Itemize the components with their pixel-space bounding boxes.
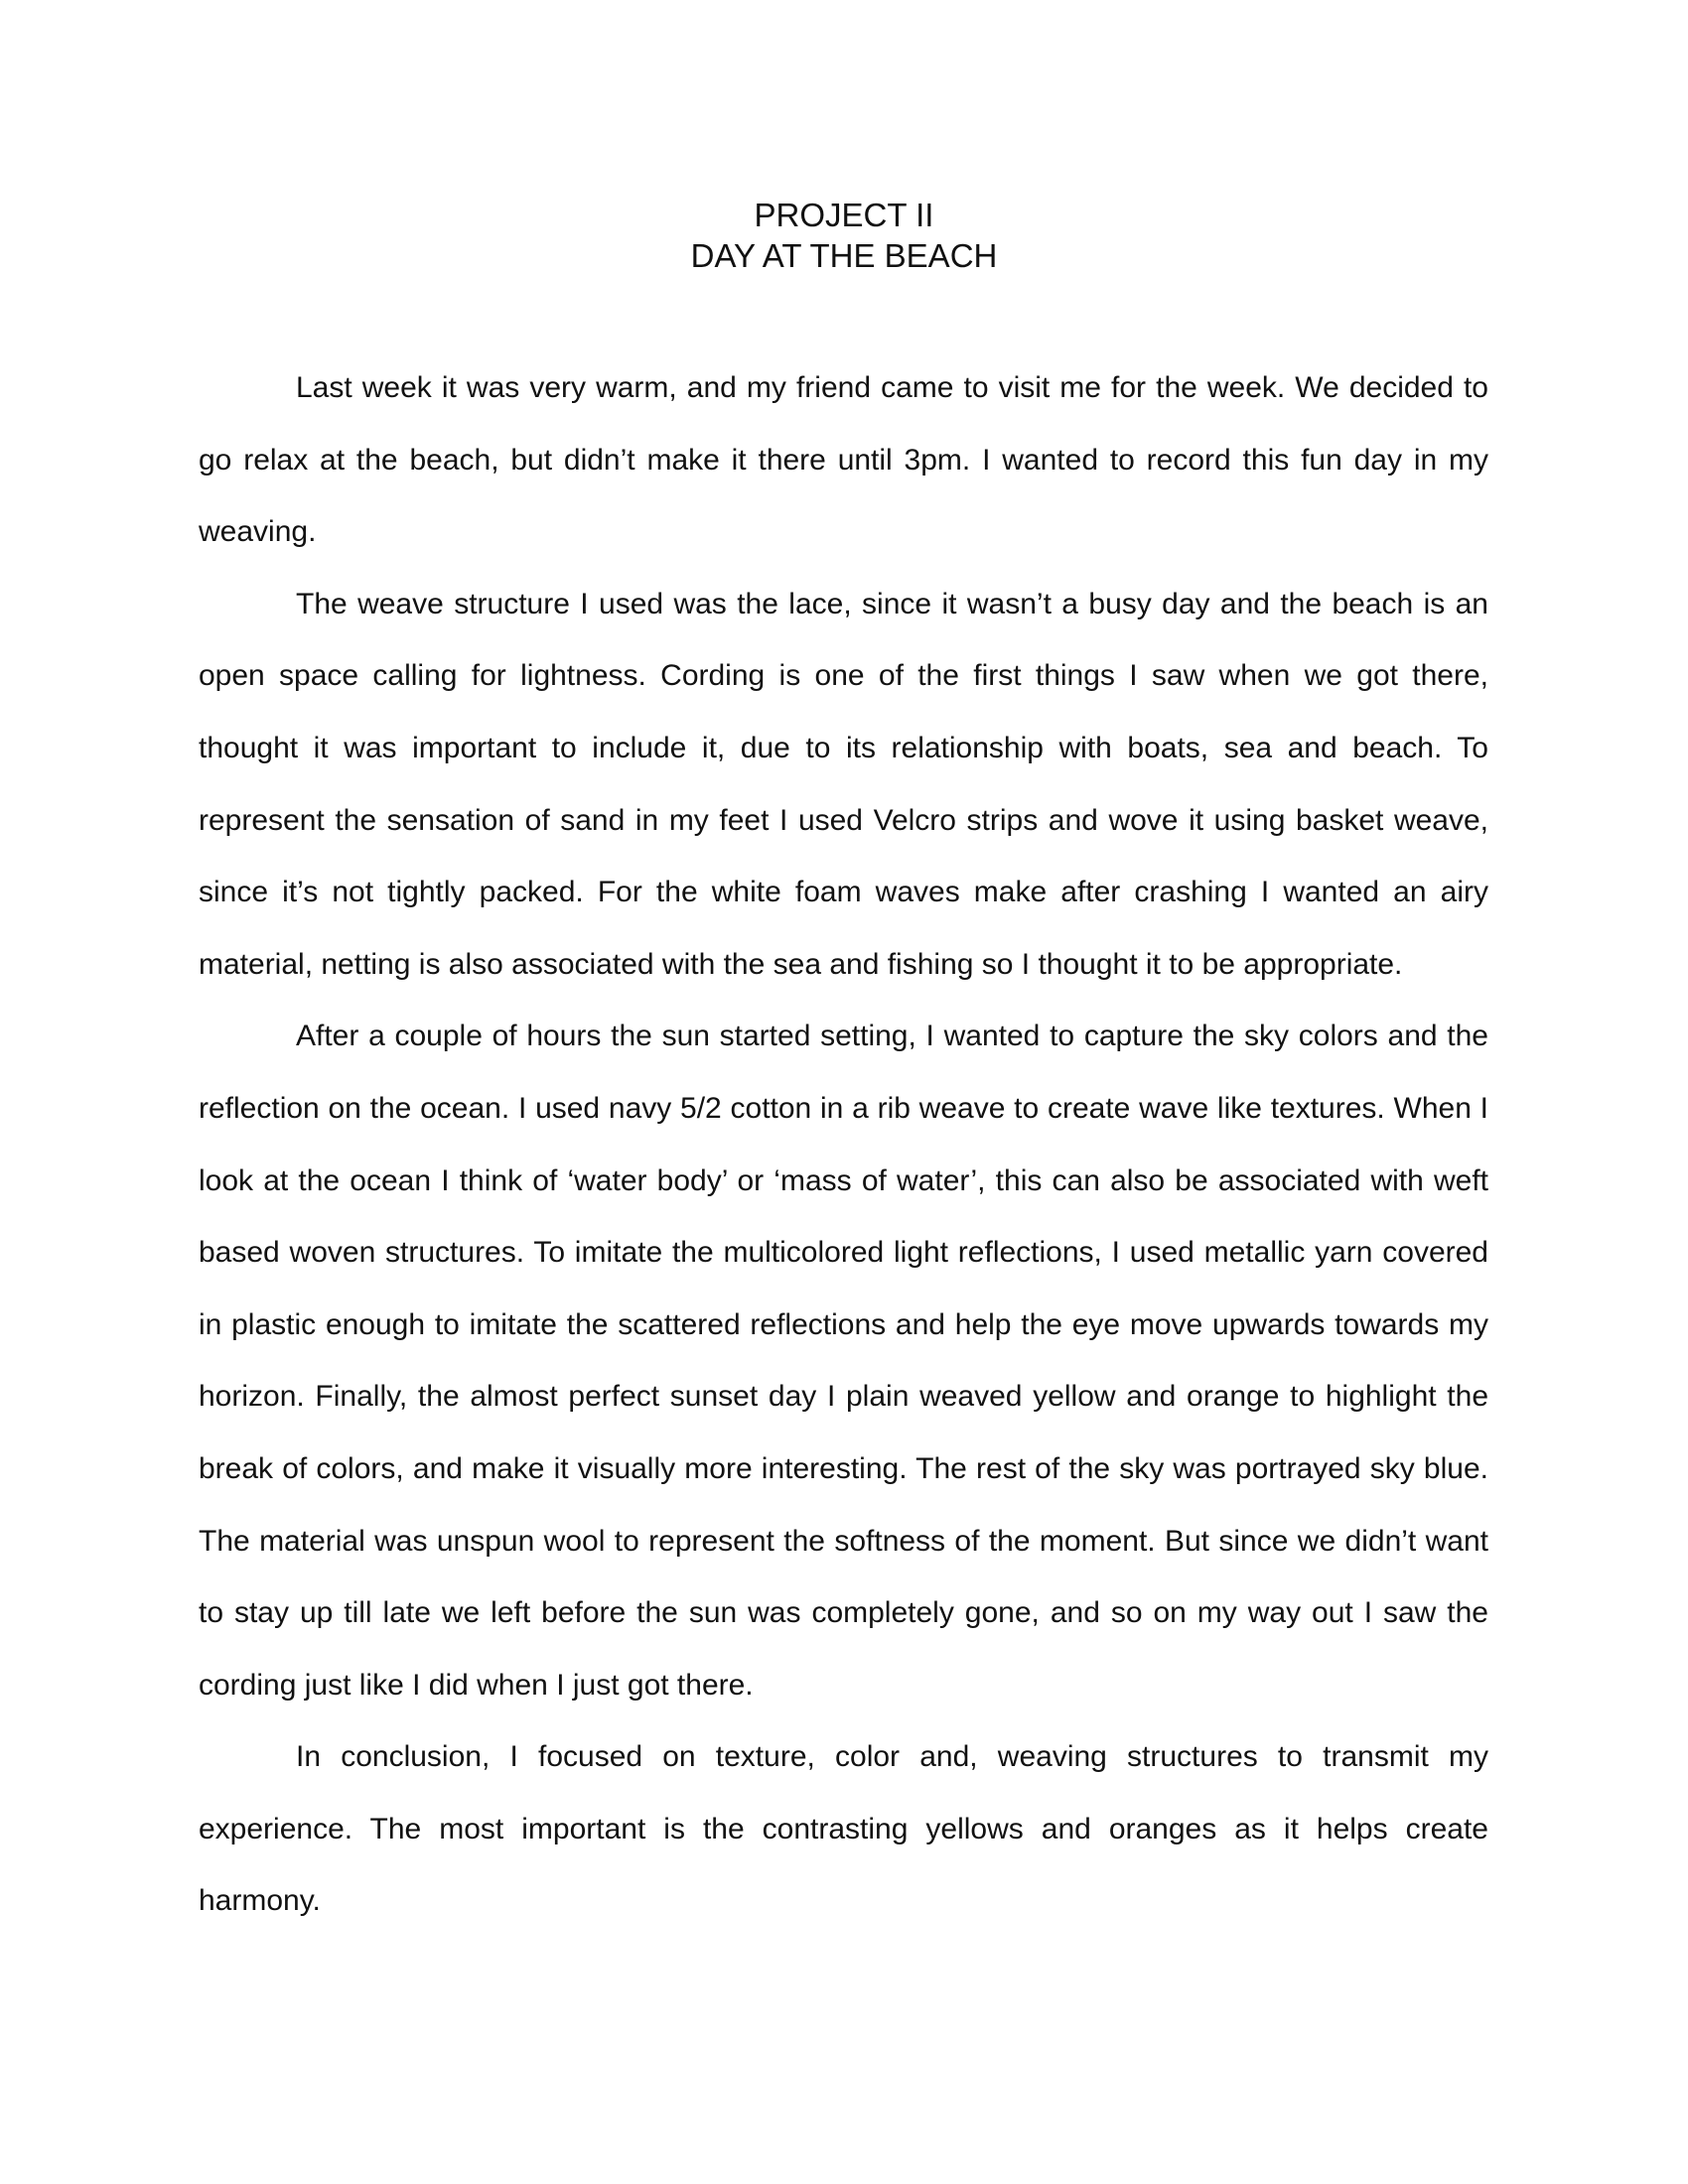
paragraph-conclusion: In conclusion, I focused on texture, color and, weaving structures to transmit my experience. The most important is the contrasting yellows and oranges as it helps create harmony. xyxy=(199,1740,1488,1918)
document-body xyxy=(199,352,1488,1938)
document-title xyxy=(0,195,1688,276)
title-line-project: PROJECT II xyxy=(754,197,934,233)
title-line-subject: DAY AT THE BEACH xyxy=(690,237,998,274)
paragraph-weave-structure: The weave structure I used was the lace, since it wasn’t a busy day and the beach is an open space calling for lightness. Cording is one of the first things I saw when we got there, thought it was important to include it, due to its relationship with boats, sea and beach. To represent the sensation of sand in my feet I used Velcro strips and wove it using basket weave, since it’s not tightly packed. For the white foam waves make after crashing I wanted an airy material, netting is also associated with the sea and fishing so I thought it to be appropriate. xyxy=(199,587,1488,981)
paragraph-sunset: After a couple of hours the sun started setting, I wanted to capture the sky colors and the reflection on the ocean. I used navy 5/2 cotton in a rib weave to create wave like textures. When I look at the ocean I think of ‘water body’ or ‘mass of water’, this can also be associated with weft based woven structures. To imitate the multicolored light reflections, I used metallic yarn covered in plastic enough to imitate the scattered reflections and help the eye move upwards towards my horizon. Finally, the almost perfect sunset day I plain weaved yellow and orange to highlight the break of colors, and make it visually more interesting. The rest of the sky was portrayed sky blue. The material was unspun wool to represent the softness of the moment. But since we didn’t want to stay up till late we left before the sun was completely gone, and so on my way out I saw the cording just like I did when I just got there. xyxy=(199,1020,1488,1702)
paragraph-intro: Last week it was very warm, and my friend came to visit me for the week. We decided to go relax at the beach, but didn’t make it there until 3pm. I wanted to record this fun day in my weaving. xyxy=(199,371,1488,549)
